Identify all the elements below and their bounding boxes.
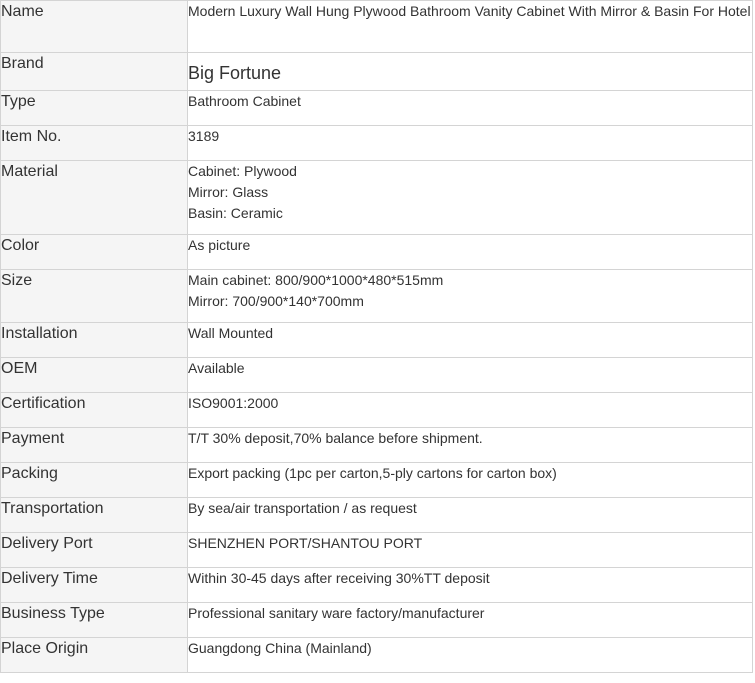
- spec-value: [188, 235, 753, 270]
- spec-row-brand: [1, 53, 753, 91]
- spec-label: Brand: [1, 53, 188, 91]
- spec-value-line: Cabinet: Plywood: [188, 163, 297, 179]
- spec-label: Name: [1, 1, 188, 53]
- spec-row-size: [1, 270, 753, 323]
- spec-label: Delivery Time: [1, 568, 188, 603]
- spec-value: [188, 323, 753, 358]
- spec-value-line: SHENZHEN PORT/SHANTOU PORT: [188, 535, 423, 551]
- spec-label: Business Type: [1, 603, 188, 638]
- spec-value-line: Export packing (1pc per carton,5-ply cartons for carton box): [188, 465, 557, 481]
- spec-label: OEM: [1, 358, 188, 393]
- spec-label: Size: [1, 270, 188, 323]
- spec-value: [188, 568, 753, 603]
- spec-row-item-no: [1, 126, 753, 161]
- spec-value-line: Mirror: Glass: [188, 184, 269, 200]
- spec-row-certification: [1, 393, 753, 428]
- spec-value: [188, 393, 753, 428]
- spec-value-line: As picture: [188, 237, 251, 253]
- spec-row-oem: [1, 358, 753, 393]
- spec-value: [188, 533, 753, 568]
- spec-label: Payment: [1, 428, 188, 463]
- spec-value-line: ISO9001:2000: [188, 395, 279, 411]
- spec-label: Certification: [1, 393, 188, 428]
- spec-label: Place Origin: [1, 638, 188, 673]
- spec-value: [188, 498, 753, 533]
- spec-value: [188, 638, 753, 673]
- spec-value-line: Main cabinet: 800/900*1000*480*515mm: [188, 272, 444, 288]
- spec-label: Packing: [1, 463, 188, 498]
- spec-value: [188, 126, 753, 161]
- spec-label: Material: [1, 161, 188, 235]
- spec-value: [188, 603, 753, 638]
- spec-value-line: Big Fortune: [188, 63, 282, 83]
- spec-value: [188, 91, 753, 126]
- spec-value-line: Modern Luxury Wall Hung Plywood Bathroom Vanity Cabinet With Mirror & Basin For Hotel: [188, 3, 751, 19]
- spec-row-business-type: [1, 603, 753, 638]
- spec-row-place-origin: [1, 638, 753, 673]
- spec-value-line: Within 30-45 days after receiving 30%TT deposit: [188, 570, 490, 586]
- spec-row-delivery-time: [1, 568, 753, 603]
- spec-value-line: Professional sanitary ware factory/manufacturer: [188, 605, 485, 621]
- spec-row-transportation: [1, 498, 753, 533]
- spec-value-line: Wall Mounted: [188, 325, 274, 341]
- spec-label: Installation: [1, 323, 188, 358]
- spec-row-packing: [1, 463, 753, 498]
- spec-value-line: Mirror: 700/900*140*700mm: [188, 293, 364, 309]
- spec-label: Type: [1, 91, 188, 126]
- spec-label: Transportation: [1, 498, 188, 533]
- spec-row-material: [1, 161, 753, 235]
- spec-label: Color: [1, 235, 188, 270]
- spec-label: Item No.: [1, 126, 188, 161]
- spec-value: [188, 463, 753, 498]
- spec-row-name: [1, 1, 753, 53]
- spec-value-line: Available: [188, 360, 245, 376]
- spec-row-delivery-port: [1, 533, 753, 568]
- spec-value-line: Bathroom Cabinet: [188, 93, 301, 109]
- spec-value: [188, 428, 753, 463]
- spec-value: [188, 270, 753, 323]
- spec-value-line: By sea/air transportation / as request: [188, 500, 417, 516]
- spec-value-line: T/T 30% deposit,70% balance before shipment.: [188, 430, 483, 446]
- spec-value-line: Basin: Ceramic: [188, 205, 283, 221]
- spec-row-type: [1, 91, 753, 126]
- spec-row-payment: [1, 428, 753, 463]
- spec-row-color: [1, 235, 753, 270]
- spec-label: Delivery Port: [1, 533, 188, 568]
- spec-value-line: 3189: [188, 128, 220, 144]
- spec-row-installation: [1, 323, 753, 358]
- spec-value: [188, 161, 753, 235]
- spec-value: [188, 358, 753, 393]
- spec-table-body: [1, 1, 753, 673]
- spec-value-line: Guangdong China (Mainland): [188, 640, 372, 656]
- spec-value: [188, 1, 753, 53]
- spec-value: [188, 53, 753, 91]
